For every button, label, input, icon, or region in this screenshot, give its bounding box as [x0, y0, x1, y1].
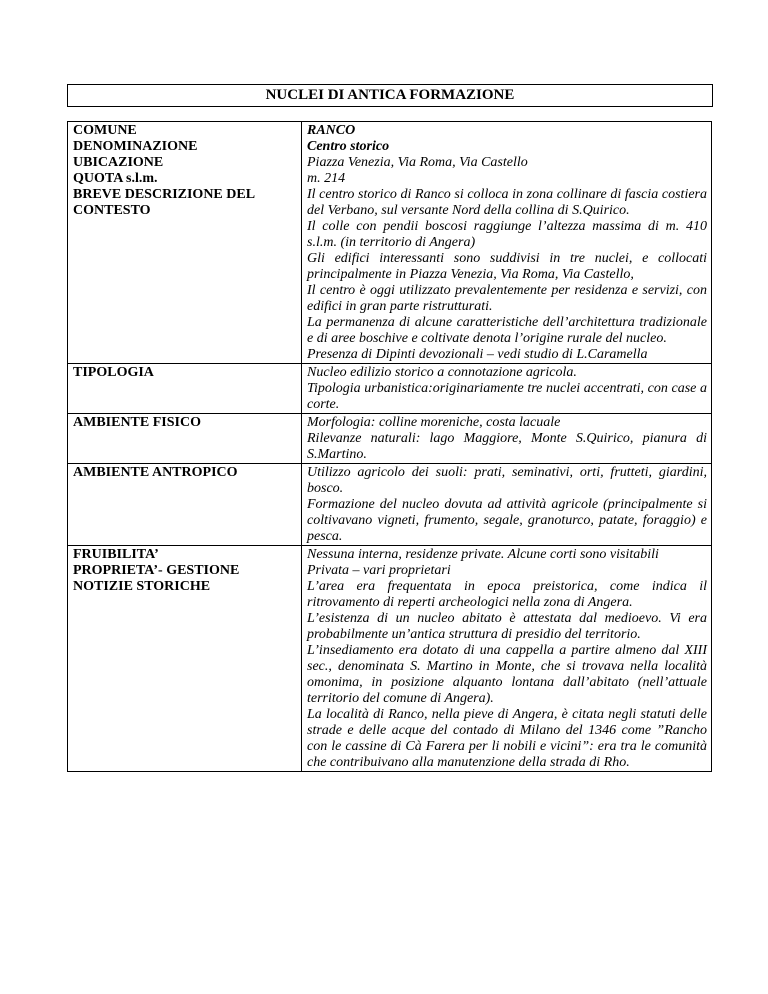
row-labels-header [68, 122, 302, 364]
ambiente-antropico-paragraph: Formazione del nucleo dovuta ad attività agricole (principalmente si coltivavano vigneti, frumento, segale, granoturco, patate, foraggio) e pesca. [307, 497, 707, 544]
table-row [68, 546, 712, 772]
notizie-storiche-paragraph: La località di Ranco, nella pieve di Angera, è citata negli statuti delle strade e delle acque del contado di Milano del 1346 come ”Rancho con le cassine di Cà Farera per li nobili e vicini”: era tra le comunità che contribuivano alla manutenzione della strada di Rho. [307, 707, 707, 770]
ambiente-fisico-paragraph: Morfologia: colline moreniche, costa lacuale [307, 415, 561, 430]
table-row [68, 122, 712, 364]
value-fruibilita: Nessuna interna, residenze private. Alcune corti sono visitabili [307, 547, 659, 562]
table-row [68, 464, 712, 546]
table-row [68, 364, 712, 414]
descrizione-paragraph: Il colle con pendii boscosi raggiunge l’altezza massima di m. 410 s.l.m. (in territorio di Angera) [307, 219, 707, 250]
tipologia-paragraph: Tipologia urbanistica:originariamente tre nuclei accentrati, con case a corte. [307, 381, 707, 412]
tipologia-paragraph: Nucleo edilizio storico a connotazione agricola. [307, 365, 577, 380]
descrizione-paragraph: La permanenza di alcune caratteristiche dell’architettura tradizionale e di aree boschive e coltivate denota l’origine rurale del nucleo. [307, 315, 707, 346]
notizie-storiche-paragraph: L’esistenza di un nucleo abitato è attestata dal medioevo. Vi era probabilmente un’antica struttura di presidio del territorio. [307, 611, 707, 642]
notizie-storiche-paragraph: L’area era frequentata in epoca preistorica, come indica il ritrovamento di reperti archeologici nella zona di Angera. [307, 579, 707, 610]
label-ambiente-antropico: AMBIENTE ANTROPICO [73, 465, 238, 480]
value-denominazione: Centro storico [307, 139, 390, 154]
label-notizie-storiche: NOTIZIE STORICHE [73, 579, 211, 594]
info-table [67, 121, 712, 772]
label-ambiente-fisico: AMBIENTE FISICO [73, 415, 201, 430]
label-breve-descrizione: BREVE DESCRIZIONE DEL CONTESTO [73, 187, 255, 218]
label-denominazione: DENOMINAZIONE [73, 139, 198, 154]
label-ubicazione: UBICAZIONE [73, 155, 164, 170]
document-title: NUCLEI DI ANTICA FORMAZIONE [67, 84, 713, 107]
table-row [68, 414, 712, 464]
values-header [302, 122, 712, 364]
label-fruibilita: FRUIBILITA’ [73, 547, 159, 562]
label-proprieta-gestione: PROPRIETA’- GESTIONE [73, 563, 240, 578]
label-quota: QUOTA s.l.m. [73, 171, 158, 186]
label-comune: COMUNE [73, 123, 137, 138]
ambiente-fisico-paragraph: Rilevanze naturali: lago Maggiore, Monte S.Quirico, pianura di S.Martino. [307, 431, 707, 462]
descrizione-paragraph: Il centro storico di Ranco si colloca in zona collinare di fascia costiera del Verbano, sul versante Nord della collina di S.Quirico. [307, 187, 707, 218]
value-comune: RANCO [307, 123, 356, 138]
descrizione-paragraph: Il centro è oggi utilizzato prevalentemente per residenza e servizi, con edifici in gran parte ristrutturati. [307, 283, 707, 314]
notizie-storiche-paragraph: L’insediamento era dotato di una cappella a partire almeno dal XIII sec., denominata S. Martino in Monte, che si trovava nella località omonima, in posizione alquanto lontana dall’abitato (nell’attuale territorio del comune di Angera). [307, 643, 707, 706]
descrizione-paragraph: Gli edifici interessanti sono suddivisi in tre nuclei, e collocati principalmente in Piazza Venezia, Via Roma, Via Castello, [307, 251, 707, 282]
label-tipologia: TIPOLOGIA [73, 365, 154, 380]
value-proprieta-gestione: Privata – vari proprietari [307, 563, 451, 578]
ambiente-antropico-paragraph: Utilizzo agricolo dei suoli: prati, seminativi, orti, frutteti, giardini, bosco. [307, 465, 707, 496]
value-ubicazione: Piazza Venezia, Via Roma, Via Castello [307, 155, 528, 170]
value-quota: m. 214 [307, 171, 346, 186]
descrizione-paragraph: Presenza di Dipinti devozionali – vedi studio di L.Caramella [307, 347, 648, 362]
